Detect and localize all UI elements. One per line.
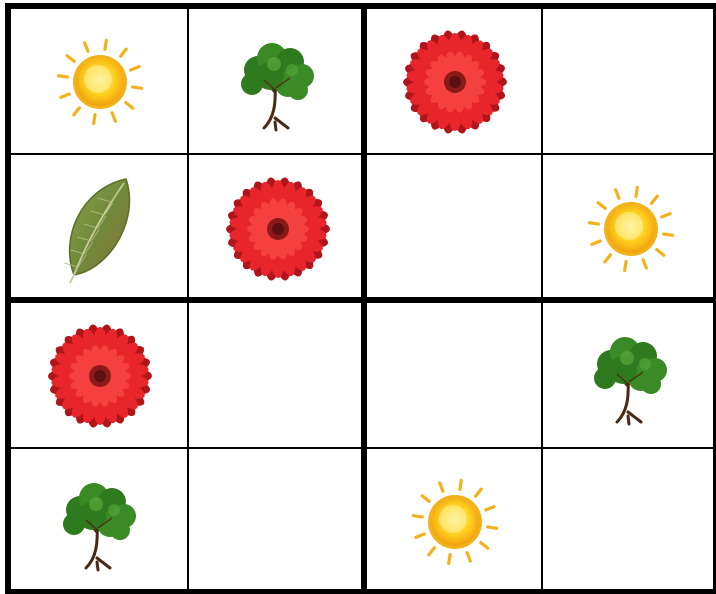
cell-background (188, 448, 364, 592)
cell-r4-c3[interactable] (364, 448, 542, 592)
cell-r3-c4[interactable] (542, 300, 716, 448)
cell-r4-c1[interactable] (8, 448, 188, 592)
cell-r4-c4[interactable] (542, 448, 716, 592)
cell-background (364, 300, 542, 448)
cell-r1-c3[interactable] (364, 6, 542, 154)
cell-r2-c4[interactable] (542, 154, 716, 300)
cell-r3-c2[interactable] (188, 300, 364, 448)
cell-background (188, 300, 364, 448)
cell-background (542, 448, 716, 592)
cell-r2-c3[interactable] (364, 154, 542, 300)
cell-r1-c2[interactable] (188, 6, 364, 154)
cell-r1-c4[interactable] (542, 6, 716, 154)
cell-r1-c1[interactable] (8, 6, 188, 154)
cell-background (542, 6, 716, 154)
cell-r3-c1[interactable] (8, 300, 188, 448)
cell-r2-c2[interactable] (188, 154, 364, 300)
cell-r4-c2[interactable] (188, 448, 364, 592)
cell-r2-c1[interactable] (8, 154, 188, 300)
cell-background (364, 154, 542, 300)
cell-r3-c3[interactable] (364, 300, 542, 448)
